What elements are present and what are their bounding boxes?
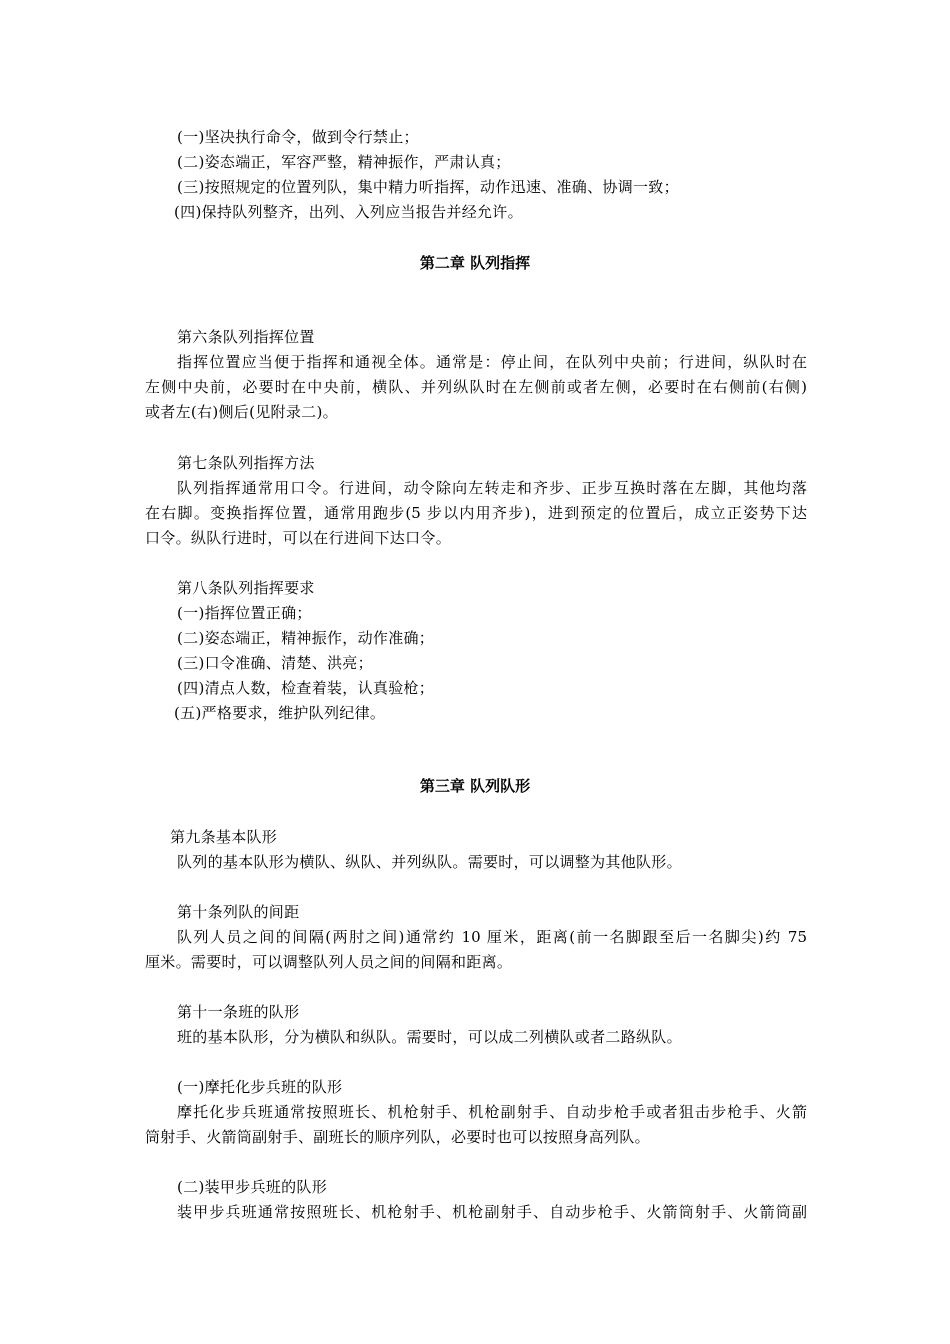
- paragraph-line: 摩托化步兵班通常按照班长、机枪射手、机枪副射手、自动步枪手或者狙击步枪手、火箭: [177, 1103, 807, 1121]
- article-title: 第十一条班的队形: [177, 1003, 300, 1021]
- list-item: (四)保持队列整齐，出列、入列应当报告并经允许。: [174, 203, 523, 221]
- list-item: (一)坚决执行命令，做到令行禁止；: [177, 128, 419, 146]
- paragraph-line: 班的基本队形，分为横队和纵队。需要时，可以成二列横队或者二路纵队。: [177, 1028, 682, 1046]
- list-item: (二)姿态端正，精神振作，动作准确；: [177, 629, 435, 647]
- paragraph-line: 队列人员之间的间隔(两肘之间)通常约 10 厘米，距离(前一名脚跟至后一名脚尖)约 75: [177, 928, 807, 946]
- paragraph-line: 队列指挥通常用口令。行进间，动令除向左转走和齐步、正步互换时落在左脚，其他均落: [177, 479, 807, 497]
- paragraph-line: 队列的基本队形为横队、纵队、并列纵队。需要时，可以调整为其他队形。: [177, 853, 682, 871]
- article-title: 第八条队列指挥要求: [177, 579, 315, 597]
- article-title: 第十条列队的间距: [177, 903, 300, 921]
- paragraph-line: 装甲步兵班通常按照班长、机枪射手、机枪副射手、自动步枪手、火箭筒射手、火箭筒副: [177, 1203, 807, 1221]
- paragraph-line: 口令。纵队行进时，可以在行进间下达口令。: [145, 529, 452, 547]
- article-title: 第七条队列指挥方法: [177, 454, 315, 472]
- list-item: (二)姿态端正，军容严整，精神振作，严肃认真；: [177, 153, 511, 171]
- subsection-title: (二)装甲步兵班的队形: [177, 1178, 328, 1196]
- list-item: (四)清点人数，检查着装，认真验枪；: [177, 679, 435, 697]
- list-item: (一)指挥位置正确；: [177, 604, 312, 622]
- paragraph-line: 筒射手、火箭筒副射手、副班长的顺序列队，必要时也可以按照身高列队。: [145, 1128, 650, 1146]
- paragraph-line: 或者左(右)侧后(见附录二)。: [145, 403, 338, 421]
- article-title: 第九条基本队形: [170, 828, 278, 846]
- chapter-title: 第二章 队列指挥: [419, 254, 531, 272]
- article-title: 第六条队列指挥位置: [177, 328, 315, 346]
- subsection-title: (一)摩托化步兵班的队形: [177, 1078, 343, 1096]
- chapter-title: 第三章 队列队形: [419, 777, 531, 795]
- list-item: (三)口令准确、清楚、洪亮；: [177, 654, 373, 672]
- list-item: (五)严格要求，维护队列纪律。: [174, 704, 386, 722]
- paragraph-line: 厘米。需要时，可以调整队列人员之间的间隔和距离。: [145, 953, 513, 971]
- list-item: (三)按照规定的位置列队，集中精力听指挥，动作迅速、准确、协调一致；: [177, 178, 679, 196]
- paragraph-line: 左侧中央前，必要时在中央前，横队、并列纵队时在左侧前或者左侧，必要时在右侧前(右侧): [145, 378, 807, 396]
- paragraph-line: 在右脚。变换指挥位置，通常用跑步(5 步以内用齐步)，进到预定的位置后，成立正姿势下达: [145, 504, 807, 522]
- paragraph-line: 指挥位置应当便于指挥和通视全体。通常是：停止间，在队列中央前；行进间，纵队时在: [177, 353, 807, 371]
